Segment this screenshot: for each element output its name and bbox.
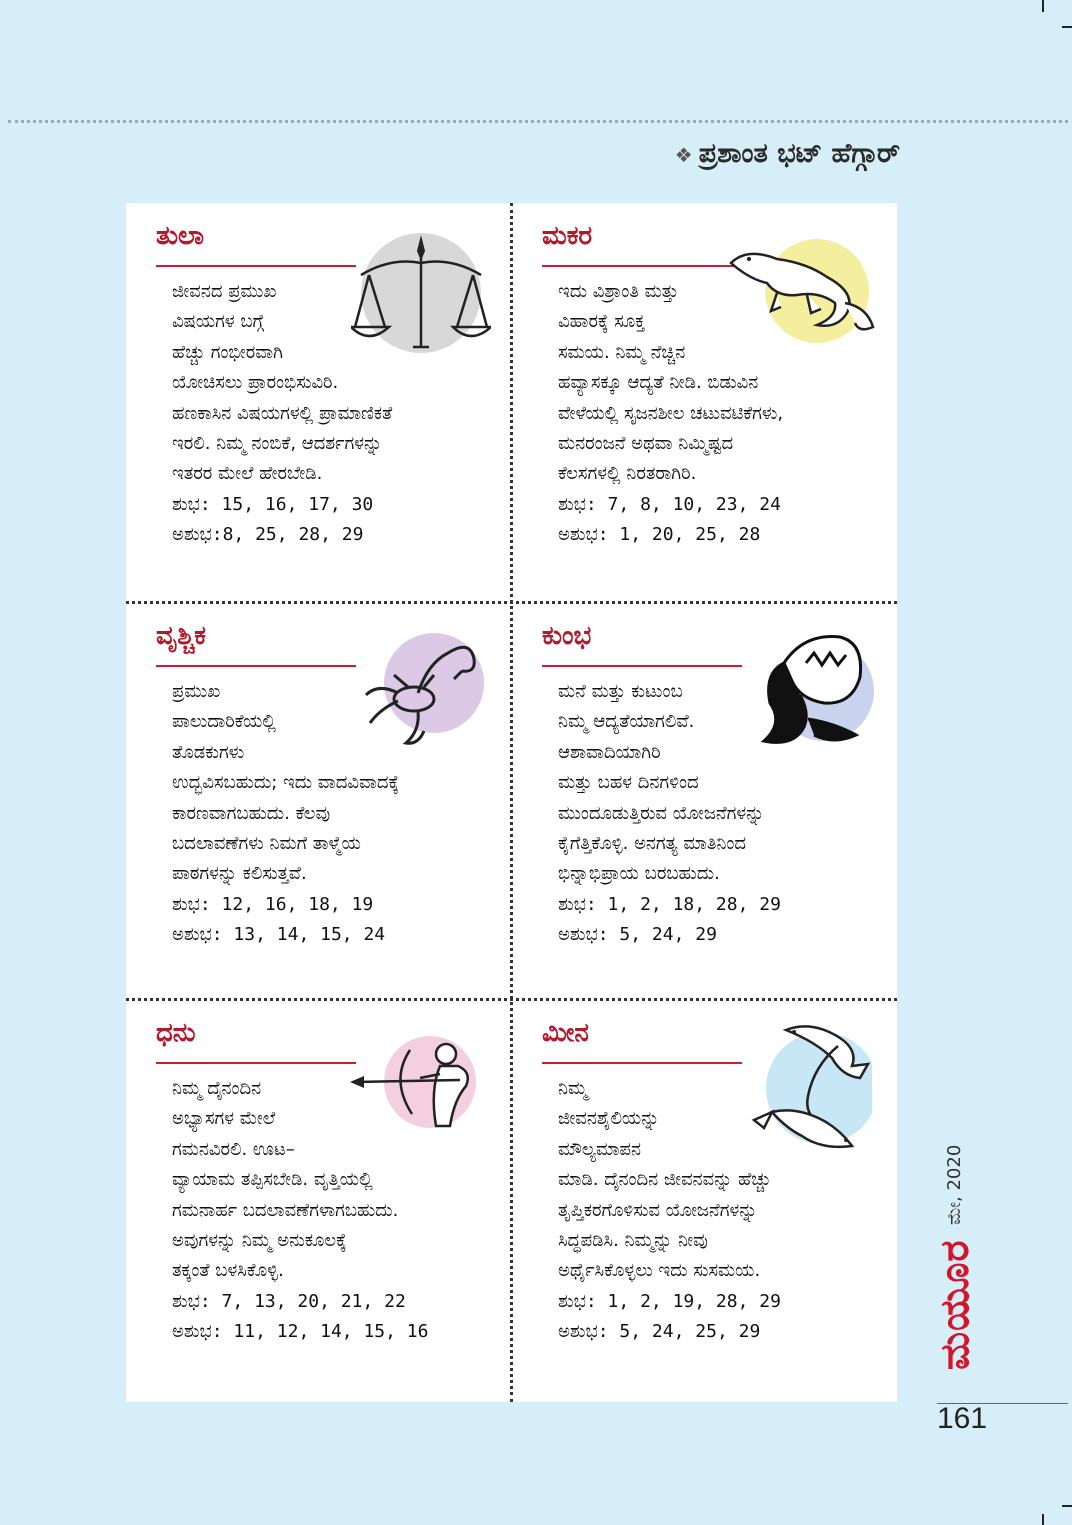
title-underline [542, 265, 742, 267]
title-underline [542, 1062, 742, 1064]
sign-description [558, 677, 888, 951]
description-line: ಕೈಗೆತ್ತಿಕೊಳ್ಳಿ. ಅನಗತ್ಯ ಮಾತಿನಿಂದ [558, 833, 747, 855]
description-line: ಜೀವನಶೈಲಿಯನ್ನು [558, 1108, 660, 1130]
author-name: ಪ್ರಶಾಂತ ಭಟ್ ಹೆಗ್ಗಾರ್ [698, 138, 900, 169]
description-line: ತೊಡಕುಗಳು [172, 741, 245, 763]
description-line: ಕೆಲಸಗಳಲ್ಲಿ ನಿರತರಾಗಿರಿ. [558, 463, 697, 485]
description-line: ಕಾರಣವಾಗಬಹುದು. ಕೆಲವು [172, 802, 331, 824]
description-line: ಪ್ರಮುಖ [172, 681, 221, 702]
lucky-dates: ಶುಭ: 15, 16, 17, 30 [172, 493, 374, 515]
crop-mark-right-bottom [1062, 1505, 1072, 1507]
sign-title: ಧನು [156, 1018, 196, 1048]
description-line: ವೇಳೆಯಲ್ಲಿ ಸೃಜನಶೀಲ ಚಟುವಟಿಕೆಗಳು, [558, 402, 784, 424]
description-line: ತೃಪ್ತಿಕರಗೊಳಿಸುವ ಯೋಜನೆಗಳನ್ನು [558, 1199, 758, 1221]
sign-description [172, 677, 502, 951]
crop-mark-top [1042, 0, 1044, 12]
sign-card-libra [126, 203, 511, 601]
description-line: ಮುಂದೂಡುತ್ತಿರುವ ಯೋಜನೆಗಳನ್ನು [558, 802, 765, 824]
description-line: ಗಮನಾರ್ಹ ಬದಲಾವಣೆಗಳಾಗಬಹುದು. [172, 1199, 399, 1221]
sign-title: ವೃಶ್ಚಿಕ [156, 621, 206, 651]
sign-card-scorpio [126, 603, 511, 1001]
description-line: ಹವ್ಯಾಸಕ್ಕೂ ಆದ್ಯತೆ ನೀಡಿ. ಬಿಡುವಿನ [558, 372, 759, 394]
description-line: ಭಿನ್ನಾಭಿಪ್ರಾಯ ಬರಬಹುದು. [558, 863, 720, 885]
unlucky-dates: ಅಶುಭ: 5, 24, 25, 29 [558, 1321, 761, 1343]
description-line: ಮನರಂಜನೆ ಅಥವಾ ನಿಮ್ಮಿಷ್ಟದ [558, 433, 734, 455]
unlucky-dates: ಅಶುಭ:8, 25, 28, 29 [172, 524, 364, 546]
description-line: ಹೆಚ್ಚು ಗಂಭೀರವಾಗಿ [172, 341, 283, 363]
description-line: ವಿಹಾರಕ್ಕೆ ಸೂಕ್ತ [558, 311, 645, 333]
description-line: ನಿಮ್ಮ ಆದ್ಯತೆಯಾಗಲಿವೆ. [558, 711, 695, 733]
lucky-dates: ಶುಭ: 12, 16, 18, 19 [172, 893, 374, 915]
description-line: ಬದಲಾವಣೆಗಳು ನಿಮಗೆ ತಾಳ್ಮೆಯ [172, 833, 361, 855]
crop-mark-right-top [1062, 26, 1072, 28]
description-line: ಯೋಚಿಸಲು ಪ್ರಾರಂಭಿಸುವಿರಿ. [172, 372, 339, 394]
description-line: ಮತ್ತು ಬಹಳ ದಿನಗಳಿಂದ [558, 772, 699, 794]
sign-card-capricorn [512, 203, 897, 601]
magazine-logo: ಮಯೂರ [932, 1239, 978, 1370]
sign-description [172, 1074, 502, 1348]
description-line: ಉದ್ಭವಿಸಬಹುದು; ಇದು ವಾದವಿವಾದಕ್ಕೆ [172, 772, 400, 794]
description-line: ಹಣಕಾಸಿನ ವಿಷಯಗಳಲ್ಲಿ ಪ್ರಾಮಾಣಿಕತೆ [172, 402, 393, 424]
description-line: ಸಿದ್ಧಪಡಿಸಿ. ನಿಮ್ಮನ್ನು ನೀವು [558, 1230, 708, 1252]
sign-title: ಮೀನ [542, 1018, 589, 1048]
description-line: ಪಾಠಗಳನ್ನು ಕಲಿಸುತ್ತವೆ. [172, 863, 307, 885]
sign-title: ತುಲಾ [156, 221, 205, 251]
description-line: ಮೌಲ್ಯಮಾಪನ [558, 1138, 641, 1160]
description-line: ಮಾಡಿ. ದೈನಂದಿನ ಜೀವನವನ್ನು ಹೆಚ್ಚು [558, 1169, 772, 1191]
diamond-icon: ❖ [674, 143, 693, 167]
description-line: ಇತರರ ಮೇಲೆ ಹೇರಬೇಡಿ. [172, 463, 323, 485]
description-line: ಆಶಾವಾದಿಯಾಗಿರಿ [558, 741, 661, 763]
crop-mark-bottom [1042, 1514, 1044, 1525]
description-line: ಅಭ್ಯಾಸಗಳ ಮೇಲೆ [172, 1108, 276, 1130]
sign-description [558, 1074, 888, 1348]
sign-card-pisces [512, 1000, 897, 1398]
unlucky-dates: ಅಶುಭ: 1, 20, 25, 28 [558, 524, 761, 546]
description-line: ಇದು ವಿಶ್ರಾಂತಿ ಮತ್ತು [558, 281, 679, 302]
sign-card-sagittarius [126, 1000, 511, 1398]
lucky-dates: ಶುಭ: 1, 2, 19, 28, 29 [558, 1290, 781, 1312]
horoscope-panel [126, 203, 897, 1402]
unlucky-dates: ಅಶುಭ: 5, 24, 29 [558, 924, 717, 946]
description-line: ನಿಮ್ಮ [558, 1078, 588, 1099]
description-line: ತಕ್ಕಂತೆ ಬಳಸಿಕೊಳ್ಳಿ. [172, 1260, 284, 1282]
author-byline [600, 138, 900, 170]
title-underline [156, 1062, 356, 1064]
unlucky-dates: ಅಶುಭ: 13, 14, 15, 24 [172, 924, 386, 946]
description-line: ಗಮನವಿರಲಿ. ಊಟ– [172, 1138, 295, 1160]
title-underline [156, 665, 356, 667]
description-line: ಜೀವನದ ಪ್ರಮುಖ [172, 281, 277, 302]
description-line: ಇರಲಿ. ನಿಮ್ಮ ನಂಬಿಕೆ, ಆದರ್ಶಗಳನ್ನು [172, 433, 383, 455]
description-line: ನಿಮ್ಮ ದೈನಂದಿನ [172, 1078, 262, 1099]
description-line: ಪಾಲುದಾರಿಕೆಯಲ್ಲಿ [172, 711, 276, 733]
description-line: ವಿಷಯಗಳ ಬಗ್ಗೆ [172, 311, 265, 333]
header-dotted-rule [8, 120, 1068, 123]
issue-month: ಮೇ, 2020 [944, 1144, 965, 1225]
unlucky-dates: ಅಶುಭ: 11, 12, 14, 15, 16 [172, 1321, 429, 1343]
description-line: ವ್ಯಾಯಾಮ ತಪ್ಪಿಸಬೇಡಿ. ವೃತ್ತಿಯಲ್ಲಿ [172, 1169, 373, 1191]
sign-card-aquarius [512, 603, 897, 1001]
lucky-dates: ಶುಭ: 7, 13, 20, 21, 22 [172, 1290, 406, 1312]
lucky-dates: ಶುಭ: 7, 8, 10, 23, 24 [558, 493, 781, 515]
sign-title: ಮಕರ [542, 221, 593, 251]
description-line: ಅವುಗಳನ್ನು ನಿಮ್ಮ ಅನುಕೂಲಕ್ಕೆ [172, 1230, 347, 1252]
sign-description [172, 277, 502, 551]
description-line: ಮನೆ ಮತ್ತು ಕುಟುಂಬ [558, 681, 683, 702]
sign-title: ಕುಂಭ [542, 621, 592, 651]
description-line: ಸಮಯ. ನಿಮ್ಮ ನೆಚ್ಚಿನ [558, 341, 686, 363]
title-underline [156, 265, 356, 267]
lucky-dates: ಶುಭ: 1, 2, 18, 28, 29 [558, 893, 781, 915]
sign-description [558, 277, 888, 551]
description-line: ಅರ್ಥೈಸಿಕೊಳ್ಳಲು ಇದು ಸುಸಮಯ. [558, 1260, 761, 1282]
title-underline [542, 665, 742, 667]
page-number: 161 [937, 1402, 988, 1435]
